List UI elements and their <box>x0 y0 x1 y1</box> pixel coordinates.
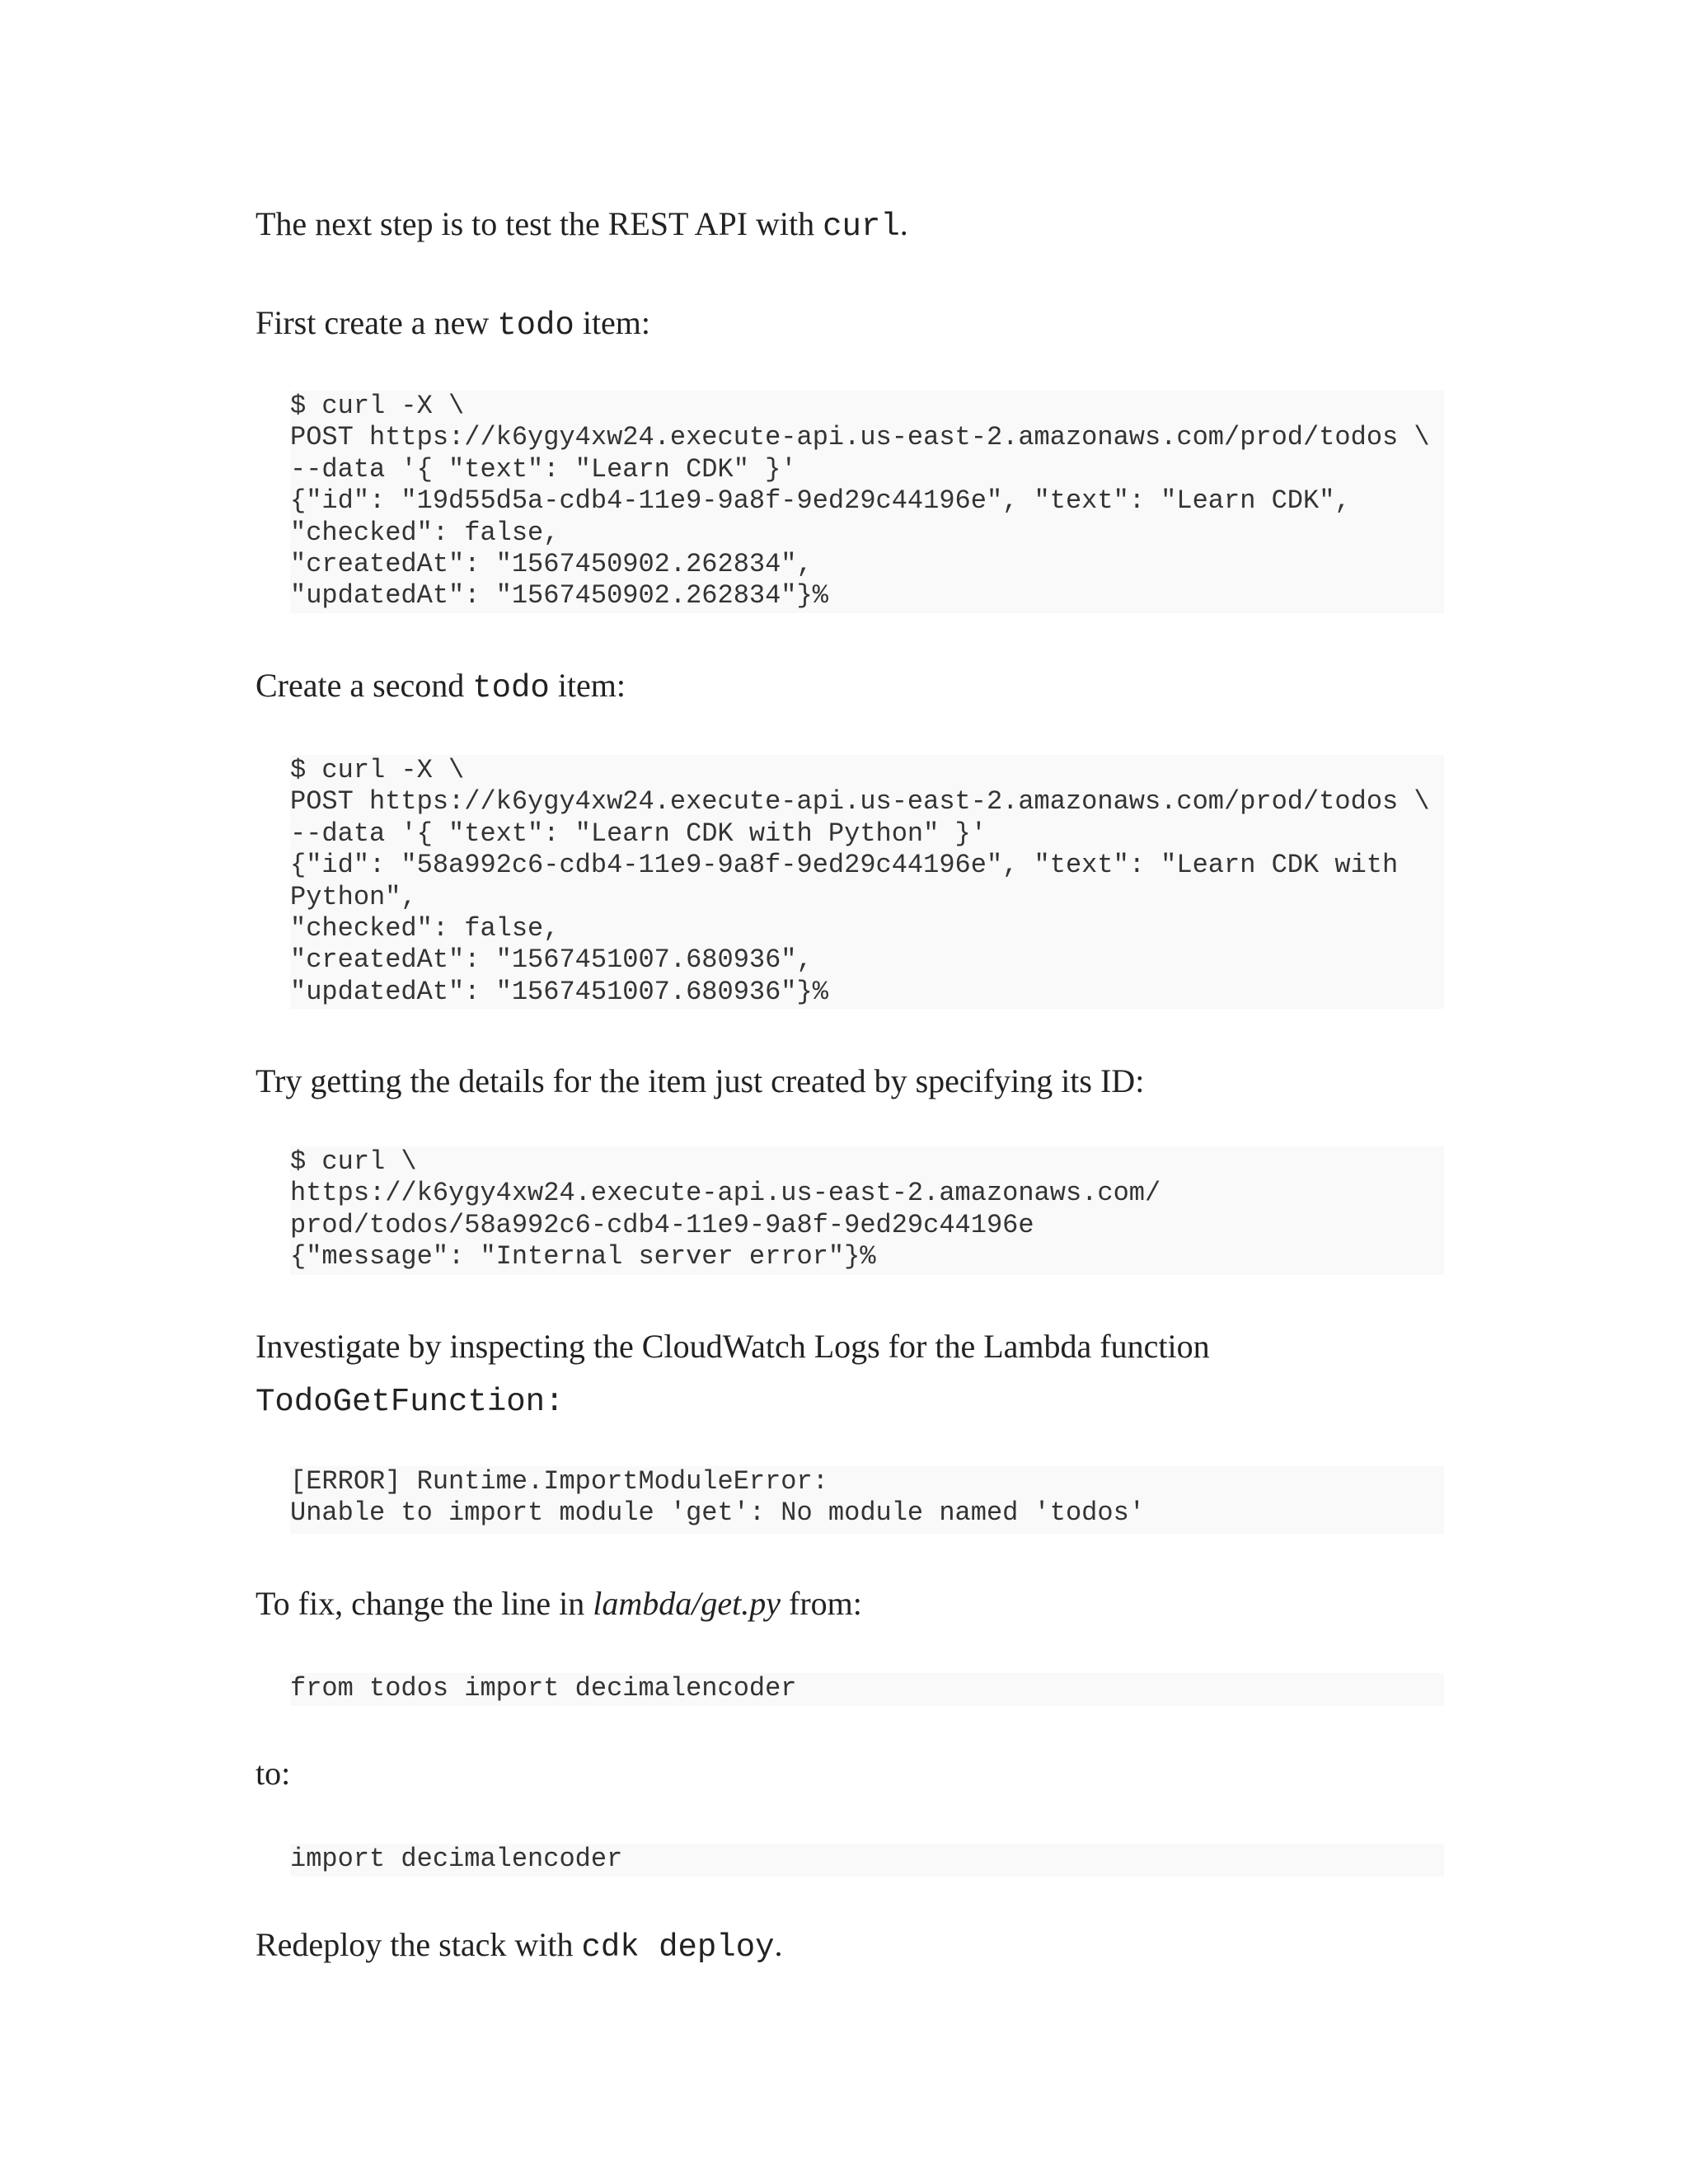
text: First create a new <box>256 304 498 341</box>
code-line: "createdAt": "1567450902.262834", <box>290 548 813 579</box>
paragraph-investigate-function <box>256 1373 564 1428</box>
inline-code-cdk-deploy: cdk deploy <box>581 1929 775 1966</box>
code-line: https://k6ygy4xw24.execute-api.us-east-2.amazonaws.com/ <box>290 1178 1161 1209</box>
code-line: import decimalencoder <box>290 1844 623 1874</box>
code-line: --data '{ "text": "Learn CDK" }' <box>290 453 797 485</box>
text: Redeploy the stack with <box>256 1926 582 1963</box>
file-path: lambda/get.py <box>593 1585 781 1622</box>
code-block-create-first <box>290 391 1444 613</box>
code-line: --data '{ "text": "Learn CDK with Python" }' <box>290 818 987 849</box>
document-page <box>256 0 1442 2184</box>
text: Investigate by inspecting the CloudWatch Logs for the Lambda function <box>256 1328 1210 1365</box>
code-line: POST https://k6ygy4xw24.execute-api.us-east-2.amazonaws.com/prod/todos \ <box>290 786 1430 818</box>
text: to: <box>256 1755 291 1792</box>
code-line: "checked": false, <box>290 517 560 548</box>
code-line: $ curl -X \ <box>290 755 465 785</box>
text: The next step is to test the REST API with <box>256 205 823 242</box>
code-block-get-item <box>290 1146 1444 1275</box>
text: To fix, change the line in <box>256 1585 593 1622</box>
code-line: from todos import decimalencoder <box>290 1673 797 1704</box>
paragraph-get-details <box>256 1055 1144 1108</box>
inline-code-todo: todo <box>497 307 574 344</box>
code-line: Python", <box>290 881 417 912</box>
code-block-to <box>290 1844 1444 1877</box>
code-block-error-log <box>290 1466 1444 1534</box>
paragraph-investigate <box>256 1320 1210 1373</box>
code-line: {"id": "19d55d5a-cdb4-11e9-9a8f-9ed29c44196e", "text": "Learn CDK", <box>290 485 1351 517</box>
code-line: "checked": false, <box>290 912 560 944</box>
code-block-from <box>290 1673 1444 1706</box>
code-line: prod/todos/58a992c6-cdb4-11e9-9a8f-9ed29c44196e <box>290 1209 1034 1240</box>
inline-code-function-name: TodoGetFunction: <box>256 1384 565 1420</box>
inline-code-curl: curl <box>823 209 900 245</box>
code-line: {"id": "58a992c6-cdb4-11e9-9a8f-9ed29c44196e", "text": "Learn CDK with <box>290 850 1399 881</box>
text: Try getting the details for the item just created by specifying its ID: <box>256 1062 1145 1099</box>
text: item: <box>574 304 651 341</box>
paragraph-fix <box>256 1577 862 1630</box>
code-block-create-second <box>290 755 1444 1009</box>
text: . <box>774 1926 783 1963</box>
text: Create a second <box>256 667 473 704</box>
code-line: {"message": "Internal server error"}% <box>290 1241 876 1272</box>
paragraph-test-api <box>256 198 908 253</box>
code-line: $ curl \ <box>290 1146 417 1177</box>
paragraph-redeploy <box>256 1919 783 1974</box>
code-line: "updatedAt": "1567450902.262834"}% <box>290 580 828 612</box>
text: . <box>899 205 908 242</box>
code-line: Unable to import module 'get': No module named 'todos' <box>290 1497 1145 1529</box>
paragraph-to <box>256 1747 290 1800</box>
paragraph-create-second <box>256 659 626 715</box>
inline-code-todo: todo <box>472 670 550 706</box>
code-line: "createdAt": "1567451007.680936", <box>290 944 813 976</box>
text: from: <box>781 1585 862 1622</box>
text: item: <box>549 667 626 704</box>
paragraph-create-todo <box>256 297 650 352</box>
code-line: "updatedAt": "1567451007.680936"}% <box>290 976 828 1007</box>
code-line: POST https://k6ygy4xw24.execute-api.us-east-2.amazonaws.com/prod/todos \ <box>290 422 1430 453</box>
code-line: [ERROR] Runtime.ImportModuleError: <box>290 1466 828 1497</box>
code-line: $ curl -X \ <box>290 391 465 421</box>
